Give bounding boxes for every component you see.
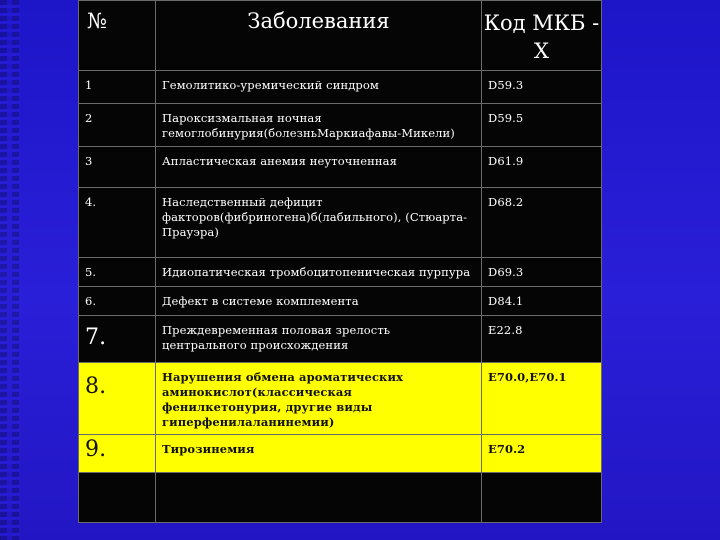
- row-number: 8.: [79, 363, 156, 435]
- decorative-square-strip: [0, 0, 20, 540]
- row-disease: Наследственный дефицит факторов(фибриногена)б(лабильного), (Стюарта-Прауэра): [156, 188, 482, 258]
- row-number: 7.: [79, 316, 156, 363]
- row-disease: Идиопатическая тромбоцитопеническая пурпура: [156, 258, 482, 287]
- table-row: [79, 287, 602, 316]
- table-header-row: [79, 1, 602, 71]
- table-row: [79, 473, 602, 523]
- disease-table-container: [78, 0, 601, 520]
- row-disease: Тирозинемия: [156, 435, 482, 473]
- row-code: D84.1: [482, 287, 602, 316]
- table-row: [79, 435, 602, 473]
- table-row: [79, 147, 602, 188]
- disease-table: [78, 0, 602, 523]
- row-number: 4.: [79, 188, 156, 258]
- row-code: D59.3: [482, 71, 602, 104]
- row-disease: Нарушения обмена ароматических аминокислот(классическая фенилкетонурия, другие виды гиперфенилаланинемии): [156, 363, 482, 435]
- header-number: №: [79, 1, 156, 71]
- row-number: 3: [79, 147, 156, 188]
- header-disease: Заболевания: [156, 1, 482, 71]
- table-row: [79, 258, 602, 287]
- table-row: [79, 363, 602, 435]
- row-code: E22.8: [482, 316, 602, 363]
- row-code: E70.0,E70.1: [482, 363, 602, 435]
- row-number: 5.: [79, 258, 156, 287]
- table-row: [79, 316, 602, 363]
- row-code: D68.2: [482, 188, 602, 258]
- row-number: 2: [79, 104, 156, 147]
- row-code: D59.5: [482, 104, 602, 147]
- row-number: [79, 473, 156, 523]
- row-number: 1: [79, 71, 156, 104]
- table-row: [79, 104, 602, 147]
- row-disease: Преждевременная половая зрелость центрального происхождения: [156, 316, 482, 363]
- row-disease: Апластическая анемия неуточненная: [156, 147, 482, 188]
- row-code: [482, 473, 602, 523]
- row-code: D69.3: [482, 258, 602, 287]
- row-disease: Дефект в системе комплемента: [156, 287, 482, 316]
- row-code: E70.2: [482, 435, 602, 473]
- header-code: Код МКБ -X: [482, 1, 602, 71]
- row-disease: Пароксизмальная ночная гемоглобинурия(болезньМаркиафавы-Микели): [156, 104, 482, 147]
- table-row: [79, 71, 602, 104]
- row-number: 9.: [79, 435, 156, 473]
- row-disease: Гемолитико-уремический синдром: [156, 71, 482, 104]
- row-disease: [156, 473, 482, 523]
- table-row: [79, 188, 602, 258]
- row-code: D61.9: [482, 147, 602, 188]
- row-number: 6.: [79, 287, 156, 316]
